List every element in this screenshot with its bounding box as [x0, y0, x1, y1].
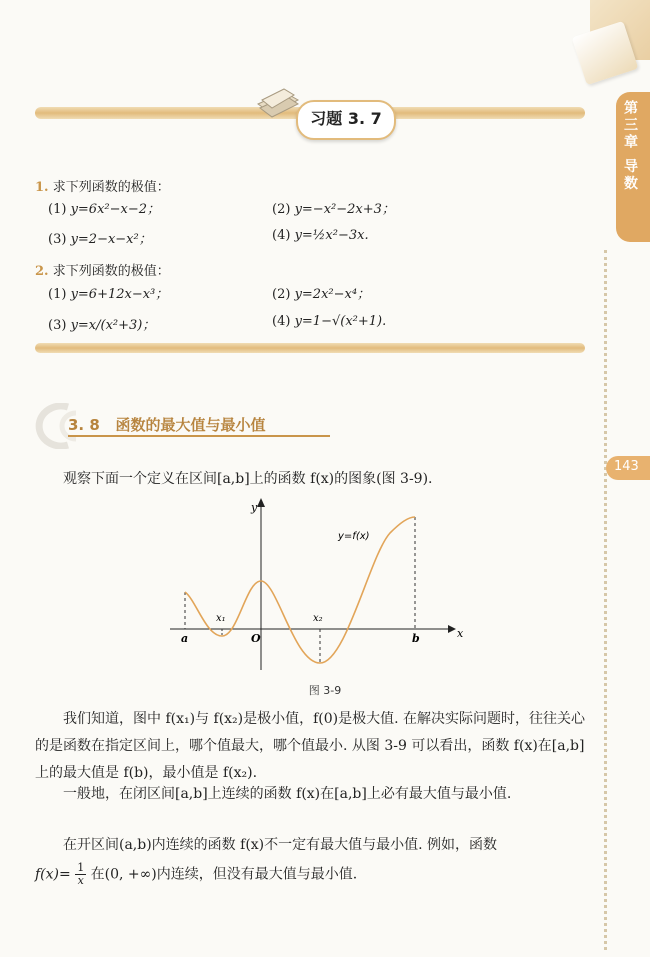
exercise-2 [35, 260, 170, 279]
item-expr: y=6x²−x−2； [70, 202, 161, 217]
item-expr: y=6+12x−x³； [70, 287, 169, 302]
exercise-1-number: 1. [35, 180, 49, 195]
example-func-fraction [75, 862, 86, 887]
label-x2: x₂ [313, 613, 323, 624]
exercise-1 [35, 176, 170, 195]
page-number: 143 [614, 459, 639, 474]
exercise-2-number: 2. [35, 264, 49, 279]
paragraph-4-text: 在(0, +∞)内连续，但没有最大值与最小值. [90, 866, 358, 883]
figure-caption: 图 3-9 [308, 684, 342, 697]
exercise-1-item-4 [272, 228, 369, 243]
fraction-numerator: 1 [77, 861, 85, 874]
exercise-title: 习题 3. 7 [296, 100, 396, 140]
exercise-2-item-1 [48, 283, 168, 302]
chapter-tab-label: 第三章 导数 [622, 100, 638, 193]
x-axis-label: x [457, 627, 464, 640]
exercise-footer-bar [35, 343, 585, 353]
paragraph-3: 在开区间(a,b)内连续的函数 f(x)不一定有最大值与最小值. 例如，函数 [63, 837, 498, 853]
book-icon [254, 86, 302, 120]
label-b: b [412, 632, 420, 645]
item-expr: y=x/(x²+3)； [70, 318, 156, 333]
item-label: (2) [272, 202, 291, 217]
item-label: (1) [48, 287, 67, 302]
function-graph [160, 495, 470, 675]
margin-dotted-line [604, 250, 607, 950]
exercise-2-prompt: 求下列函数的极值： [52, 264, 170, 279]
item-label: (1) [48, 202, 67, 217]
intro-paragraph: 观察下面一个定义在区间[a,b]上的函数 f(x)的图象(图 3-9). [63, 471, 433, 487]
exercise-1-prompt: 求下列函数的极值： [52, 180, 170, 195]
exercise-1-item-2 [272, 198, 395, 217]
label-x1: x₁ [216, 613, 226, 624]
label-origin: O [251, 632, 261, 645]
paragraph-2: 一般地，在闭区间[a,b]上连续的函数 f(x)在[a,b]上必有最大值与最小值. [63, 786, 512, 802]
item-label: (3) [48, 318, 67, 333]
item-expr: y=½x²−3x. [294, 228, 369, 243]
exercise-2-item-4 [272, 314, 386, 329]
item-label: (2) [272, 287, 291, 302]
item-label: (4) [272, 228, 291, 243]
example-func-lhs: f(x)= [35, 866, 71, 883]
item-expr: y=2−x−x²； [70, 232, 152, 247]
curve-label: y=f(x) [338, 531, 370, 542]
item-expr: y=1−√(x²+1). [294, 314, 387, 329]
section-number: 3. 8 [68, 416, 100, 434]
exercise-1-item-3 [48, 228, 152, 247]
item-expr: y=2x²−x⁴； [294, 287, 371, 302]
y-axis-label: y [251, 501, 258, 514]
section-title: 函数的最大值与最小值 [115, 416, 266, 434]
x-axis-arrow [448, 625, 456, 633]
exercise-2-item-2 [272, 283, 370, 302]
paragraph-1: 我们知道，图中 f(x₁)与 f(x₂)是极小值，f(0)是极大值. 在解决实际问题时，往往关心的是函数在指定区间上，哪个值最大，哪个值最小. 从图 3-9 可以看出，函数 f(x)在[a,b]上的最大值是 f(b)，最小值是 f(x₂). [35, 711, 586, 781]
label-a: a [181, 632, 189, 645]
section-underline [68, 435, 330, 437]
paragraph-4 [35, 862, 595, 887]
exercise-1-item-1 [48, 198, 160, 217]
exercise-2-item-3 [48, 314, 155, 333]
section-heading [68, 414, 265, 435]
item-label: (4) [272, 314, 291, 329]
fraction-denominator: x [77, 874, 84, 888]
function-curve [185, 517, 415, 663]
item-label: (3) [48, 232, 67, 247]
item-expr: y=−x²−2x+3； [294, 202, 395, 217]
y-axis-arrow [257, 498, 265, 507]
